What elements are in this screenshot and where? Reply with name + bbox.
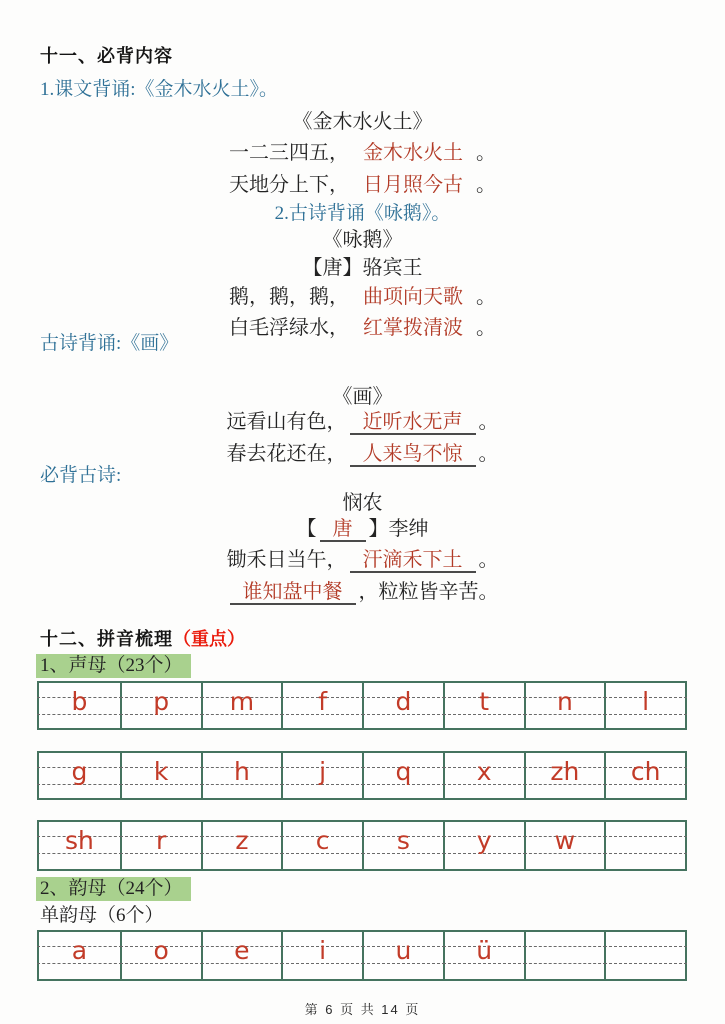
pinyin-letter: r [155,826,167,855]
pinyin-letter: ch [630,757,661,786]
pinyin-cell [362,683,443,728]
text-segment: 天地分上下， [229,174,349,196]
yunmu-label [36,877,191,901]
poem1-line-2 [0,173,725,197]
text-segment: 重点 [191,629,227,649]
writing-guide-line [604,836,687,837]
text-segment: 红掌拨清波 [363,317,463,339]
poem4-line-2 [0,580,725,604]
pinyin-letter: w [554,826,576,855]
pinyin-letter: ü [476,936,493,965]
pinyin-letter: k [153,757,169,786]
text-segment: 。 [478,549,499,571]
pinyin-letter: e [234,936,250,965]
text-segment: 。 [476,317,496,339]
pinyin-cell [281,822,362,869]
pinyin-cell [201,683,282,728]
text-segment: 《金木水火土》 [292,111,433,133]
pinyin-cell [120,683,201,728]
pinyin-letter: o [153,936,169,965]
pinyin-cell [524,932,605,979]
pinyin-letter: zh [550,757,580,786]
text-segment: 1.课文背诵:《金木水火土》。 [40,79,279,100]
pinyin-cell [39,683,120,728]
pinyin-letter: f [318,687,328,716]
pinyin-cell [443,753,524,798]
poem2-title [0,228,725,252]
text-segment: 锄禾日当午， [226,549,347,571]
text-segment: 。 [478,443,499,465]
danyunmu-label [40,904,164,928]
writing-guide-line [604,853,687,854]
poem4-line-1 [0,548,725,572]
poem2-line-1 [0,285,725,309]
pinyin-cell [443,932,524,979]
section-12-heading [40,627,245,651]
pinyin-letter: u [395,936,412,965]
text-segment: 十二、拼音梳理 [40,629,173,649]
text-segment: 2、韵母（24个） [36,877,191,901]
text-segment: 曲项向天歌 [363,286,463,308]
shengmu-table-3 [37,820,687,871]
pinyin-cell [524,683,605,728]
pinyin-cell [604,822,685,869]
pinyin-cell [443,683,524,728]
pinyin-letter: t [479,687,490,716]
text-segment: 日月照今古 [363,174,463,196]
pinyin-letter: x [476,757,492,786]
text-segment: 一二三四五， [229,142,349,164]
text-segment: 。 [476,142,496,164]
text-segment: 。 [476,174,496,196]
pinyin-letter: l [642,687,650,716]
poem1-line-1 [0,141,725,165]
text-segment: 2.古诗背诵《咏鹅》。 [274,203,451,224]
writing-guide-line [524,963,607,964]
pinyin-letter: m [229,687,255,716]
text-segment: 单韵母（6个） [40,905,164,926]
pinyin-cell [362,753,443,798]
pinyin-letter: i [319,936,327,965]
shengmu-table-1 [37,681,687,730]
must-memorize-poem-intro [40,464,121,488]
pinyin-letter: g [71,757,88,786]
pinyin-cell [443,822,524,869]
page-footer: 第 6 页 共 14 页 [304,1002,421,1017]
text-segment: ，粒粒皆辛苦。 [358,581,499,603]
lesson-recite-intro [40,78,278,102]
text-segment: 鹅，鹅，鹅， [229,286,349,308]
pinyin-cell [604,753,685,798]
section-11-heading [40,44,173,68]
pinyin-cell [201,822,282,869]
text-segment: 唐 [320,518,366,542]
pinyin-cell [604,932,685,979]
pinyin-cell [120,932,201,979]
poem4-author [0,517,725,541]
pinyin-letter: b [71,687,88,716]
text-segment: 谁知盘中餐 [230,581,356,605]
poem3-line-1 [0,410,725,434]
writing-guide-line [524,946,607,947]
shengmu-table-2 [37,751,687,800]
pinyin-letter: p [153,687,170,716]
text-segment: 白毛浮绿水， [229,317,349,339]
text-segment: ） [227,629,245,649]
text-segment: 悯农 [342,492,383,514]
pinyin-cell [362,822,443,869]
pinyin-cell [524,753,605,798]
text-segment: 十一、必背内容 [40,46,173,66]
pinyin-cell [281,932,362,979]
pinyin-letter: s [396,826,410,855]
text-segment: 【 [296,518,317,540]
text-segment: 春去花还在， [226,443,347,465]
pinyin-cell [39,932,120,979]
pinyin-cell [120,753,201,798]
pinyin-cell [120,822,201,869]
pinyin-letter: h [233,757,250,786]
pinyin-cell [604,683,685,728]
pinyin-letter: q [395,757,412,786]
text-segment: 1、声母（23个） [36,654,191,678]
danyunmu-table [37,930,687,981]
text-segment: 《画》 [332,386,393,408]
pinyin-cell [201,753,282,798]
writing-guide-line [604,963,687,964]
pinyin-cell [281,683,362,728]
text-segment: 。 [478,411,499,433]
pinyin-cell [39,822,120,869]
text-segment: 必背古诗: [40,465,122,486]
painting-poem-intro [40,332,178,356]
pinyin-cell [524,822,605,869]
shengmu-label [36,654,191,678]
pinyin-cell [39,753,120,798]
ancient-poem-recite-intro [0,202,725,226]
pinyin-cell [281,753,362,798]
text-segment: （ [173,629,191,649]
pinyin-letter: c [315,826,330,855]
text-segment: 金木水火土 [363,142,463,164]
text-segment: 古诗背诵:《画》 [40,333,179,354]
pinyin-cell [362,932,443,979]
poem2-author [0,256,725,280]
poem1-title [0,110,725,134]
pinyin-letter: z [235,826,249,855]
text-segment: 【唐】骆宾王 [302,257,423,279]
pinyin-letter: d [395,687,412,716]
pinyin-letter: sh [64,826,94,855]
poem3-title [0,385,725,409]
text-segment: 人来鸟不惊 [350,443,476,467]
text-segment: 远看山有色， [226,411,347,433]
text-segment: 近听水无声 [350,411,476,435]
poem3-line-2 [0,442,725,466]
pinyin-letter: a [71,936,88,965]
writing-guide-line [604,946,687,947]
text-segment: 汗滴禾下土 [350,549,476,573]
text-segment: 。 [476,286,496,308]
pinyin-letter: y [476,826,492,855]
pinyin-letter: j [319,757,327,786]
pinyin-letter: n [556,687,573,716]
text-segment: 《咏鹅》 [322,229,403,251]
poem4-title [0,491,725,515]
text-segment: 】李绅 [368,518,429,540]
pinyin-cell [201,932,282,979]
